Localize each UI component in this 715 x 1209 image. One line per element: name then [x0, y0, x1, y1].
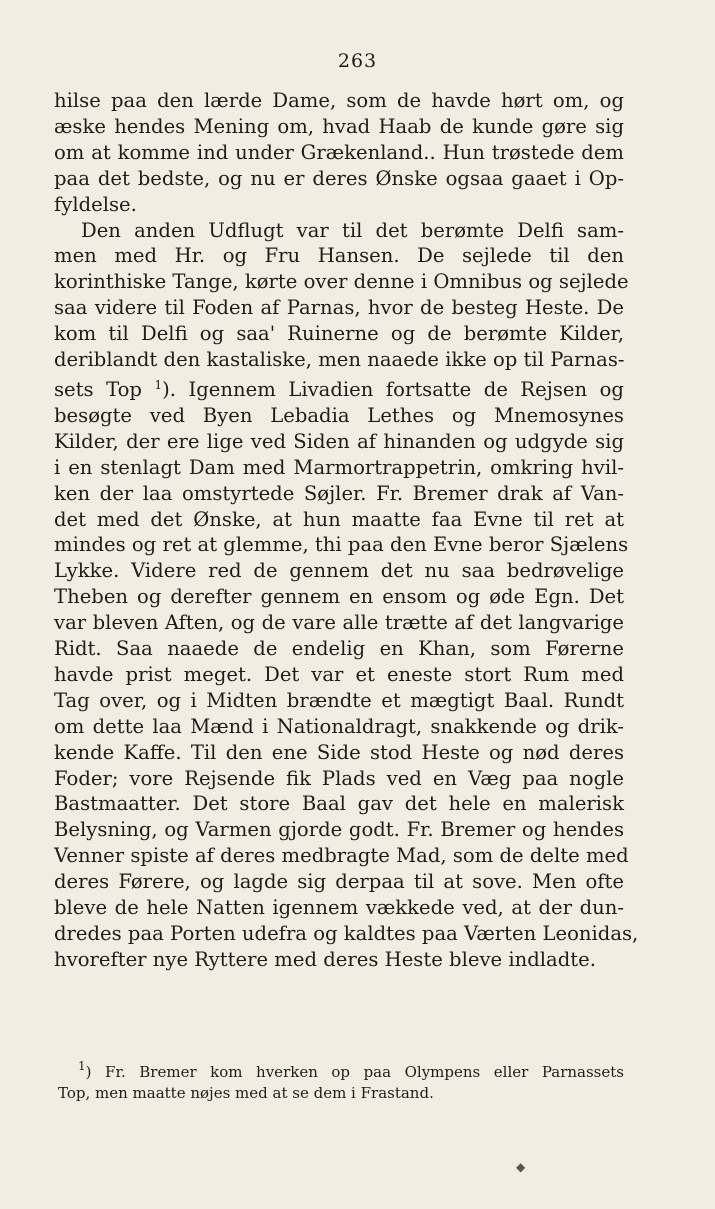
text-line: Theben og derefter gennem en ensom og øde Egn. Det	[54, 585, 624, 609]
text-line-with-footnote-ref	[54, 373, 624, 403]
text-line: Kilder, der ere lige ved Siden af hinanden og udgyde sig	[54, 429, 624, 453]
footnote-text: ) Fr. Bremer kom hverken op paa Olympens eller Parnassets	[85, 1063, 624, 1081]
text-line: hvorefter nye Ryttere med deres Heste bleve indladte.	[54, 947, 596, 971]
text-line: deriblandt den kastaliske, men naaede ikke op til Parnas-	[54, 348, 625, 372]
text-line: besøgte ved Byen Lebadia Lethes og Mnemosynes	[54, 403, 624, 427]
footnote-line	[58, 1056, 624, 1083]
footnote-line: Top, men maatte nøjes med at se dem i Frastand.	[58, 1083, 434, 1102]
text-line: saa videre til Foden af Parnas, hvor de besteg Heste. De	[54, 296, 624, 320]
text-line: hilse paa den lærde Dame, som de havde hørt om, og	[54, 89, 624, 112]
body-text	[54, 88, 639, 973]
text-line: æske hendes Mening om, hvad Haab de kunde gøre sig	[54, 114, 624, 138]
text-line: det med det Ønske, at hun maatte faa Evne til ret at	[54, 507, 624, 531]
text-line: men med Hr. og Fru Hansen. De sejlede til den	[54, 244, 624, 268]
text-line: korinthiske Tange, kørte over denne i Omnibus og sejlede	[54, 270, 629, 294]
printer-mark: ◆	[516, 1160, 526, 1174]
text-line: mindes og ret at glemme, thi paa den Evne beror Sjælens	[54, 533, 629, 557]
text-fragment: sets Top	[54, 377, 142, 401]
text-line: ken der laa omstyrtede Søjler. Fr. Bremer drak af Van-	[54, 481, 624, 505]
text-line: dredes paa Porten udefra og kaldtes paa Værten Leonidas,	[54, 922, 639, 945]
text-line: Den anden Udflugt var til det berømte Delfi sam-	[81, 218, 624, 242]
text-line: Foder; vore Rejsende fik Plads ved en Væg paa nogle	[54, 766, 624, 790]
text-line: havde prist meget. Det var et eneste stort Rum med	[54, 662, 624, 686]
text-line: kende Kaffe. Til den ene Side stod Heste og nød deres	[54, 740, 624, 764]
text-line: i en stenlagt Dam med Marmortrappetrin, omkring hvil-	[54, 455, 624, 479]
text-line: bleve de hele Natten igennem vækkede ved, at der dun-	[54, 896, 624, 920]
text-line: Ridt. Saa naaede de endelig en Khan, som Førerne	[54, 637, 624, 661]
footnote-reference: 1	[154, 377, 163, 392]
text-line: om dette laa Mænd i Nationaldragt, snakkende og drik-	[54, 714, 624, 738]
footnote	[58, 1056, 624, 1103]
text-line: Belysning, og Varmen gjorde godt. Fr. Bremer og hendes	[54, 818, 624, 842]
text-line: paa det bedste, og nu er deres Ønske ogsaa gaaet i Op-	[54, 166, 624, 190]
text-line: var bleven Aften, og de vare alle trætte af det langvarige	[54, 611, 624, 635]
text-fragment: ). Igennem Livadien fortsatte de Rejsen og	[162, 377, 624, 401]
text-line: kom til Delfi og saa' Ruinerne og de berømte Kilder,	[54, 322, 624, 346]
text-line: Tag over, og i Midten brændte et mægtigt Baal. Rundt	[54, 688, 624, 712]
text-line: Lykke. Videre red de gennem det nu saa bedrøvelige	[54, 559, 624, 583]
text-line: Bastmaatter. Det store Baal gav det hele en malerisk	[54, 792, 624, 816]
page-number: 263	[337, 50, 378, 72]
text-line: fyldelse.	[54, 192, 137, 216]
footnote-marker: 1	[78, 1059, 86, 1073]
text-line: Venner spiste af deres medbragte Mad, som de delte med	[54, 844, 629, 868]
text-line: deres Førere, og lagde sig derpaa til at sove. Men ofte	[54, 870, 624, 894]
text-line: om at komme ind under Grækenland.. Hun trøstede dem	[54, 140, 624, 164]
